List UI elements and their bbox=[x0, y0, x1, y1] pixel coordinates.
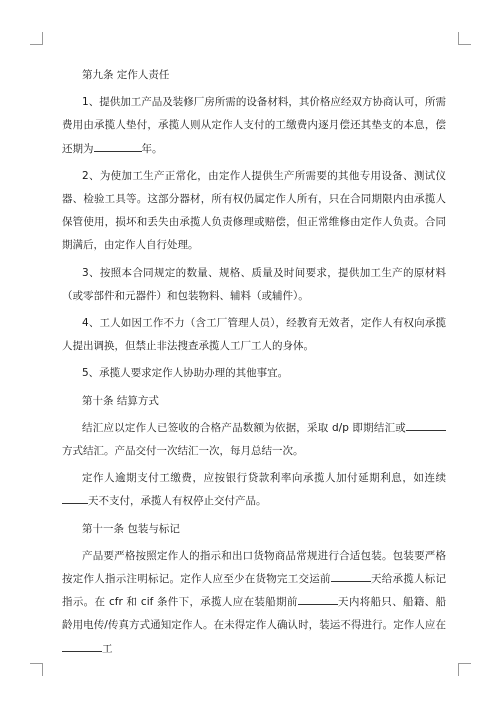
crop-mark-bottom-left bbox=[30, 663, 43, 676]
clause-text: 1、提供加工产品及装修厂房所需的设备材料，其价格应经双方协商认可，所需费用由承揽人垫付，承揽人则从定作人支付的工缴费内逐月偿还其垫支的本息，偿还期为 bbox=[62, 96, 446, 155]
fill-in-blank[interactable] bbox=[298, 592, 338, 605]
article-9-clause-3: 3、按照本合同规定的数量、规格、质量及时间要求，提供加工生产的原材料（或零部件和元器件）和包装物料、辅料（或辅件）。 bbox=[62, 266, 446, 302]
crop-mark-top-left bbox=[30, 32, 43, 45]
clause-text: 年。 bbox=[141, 142, 163, 155]
crop-mark-top-right bbox=[458, 32, 471, 45]
fill-in-blank[interactable] bbox=[406, 418, 446, 431]
crop-mark-bottom-right bbox=[458, 663, 471, 676]
fill-in-blank[interactable] bbox=[62, 639, 102, 652]
article-10-clause-2 bbox=[62, 467, 446, 513]
clause-text: 定作人逾期支付工缴费，应按银行贷款利率向承揽人加付延期利息，如连续 bbox=[82, 472, 446, 485]
article-10-heading: 第十条 结算方式 bbox=[82, 394, 159, 407]
fill-in-blank[interactable] bbox=[62, 491, 88, 504]
article-9-clause-2: 2、为使加工生产正常化，由定作人提供生产所需要的其他专用设备、测试仪器、检验工具等。这部分器材，所有权仍属定作人所有，只在合同期限内由承揽人保管使用，损坏和丢失由承揽人负责修理或赔偿，但正常维修由定作人负责。合同期满后，由定作人自行处理。 bbox=[62, 169, 446, 252]
article-9-clause-5: 5、承揽人要求定作人协助办理的其他事宜。 bbox=[82, 367, 289, 380]
clause-text: 工 bbox=[102, 642, 113, 655]
article-11-clause-1 bbox=[62, 545, 446, 661]
article-10-clause-1 bbox=[62, 417, 446, 463]
article-11-heading: 第十一条 包装与标记 bbox=[82, 522, 180, 535]
document-body bbox=[62, 64, 446, 665]
clause-text: 天给承揽人标记指示。在 cfr 和 cif 条件下，承揽人应在装船期前 bbox=[62, 573, 446, 609]
article-9-heading: 第九条 定作人责任 bbox=[82, 69, 170, 81]
article-9-clause-4: 4、工人如因工作不力（含工厂管理人员），经教育无效者，定作人有权向承揽人提出调换，但禁止非法搜查承揽人工厂工人的身体。 bbox=[62, 317, 446, 353]
fill-in-blank[interactable] bbox=[94, 139, 142, 152]
clause-text: 方式结汇。产品交付一次结汇一次，每月总结一次。 bbox=[62, 445, 304, 458]
article-9-clause-1 bbox=[62, 91, 446, 161]
fill-in-blank[interactable] bbox=[331, 569, 371, 582]
clause-text: 产品要严格按照定作人的指示和出口货物商品常规进行合适包装。包装要严格按定作人指示注明标记。定作人应至少在货物完工交运前 bbox=[62, 549, 446, 586]
clause-text: 天内将船只、船籍、船龄用电传/传真方式通知定作人。在未得定作人确认时，装运不得进行。定作人应在 bbox=[62, 596, 447, 632]
clause-text: 天不支付，承揽人有权停止交付产品。 bbox=[88, 495, 267, 508]
clause-text: 结汇应以定作人已签收的合格产品数额为依据，采取 d/p 即期结汇或 bbox=[82, 421, 406, 434]
